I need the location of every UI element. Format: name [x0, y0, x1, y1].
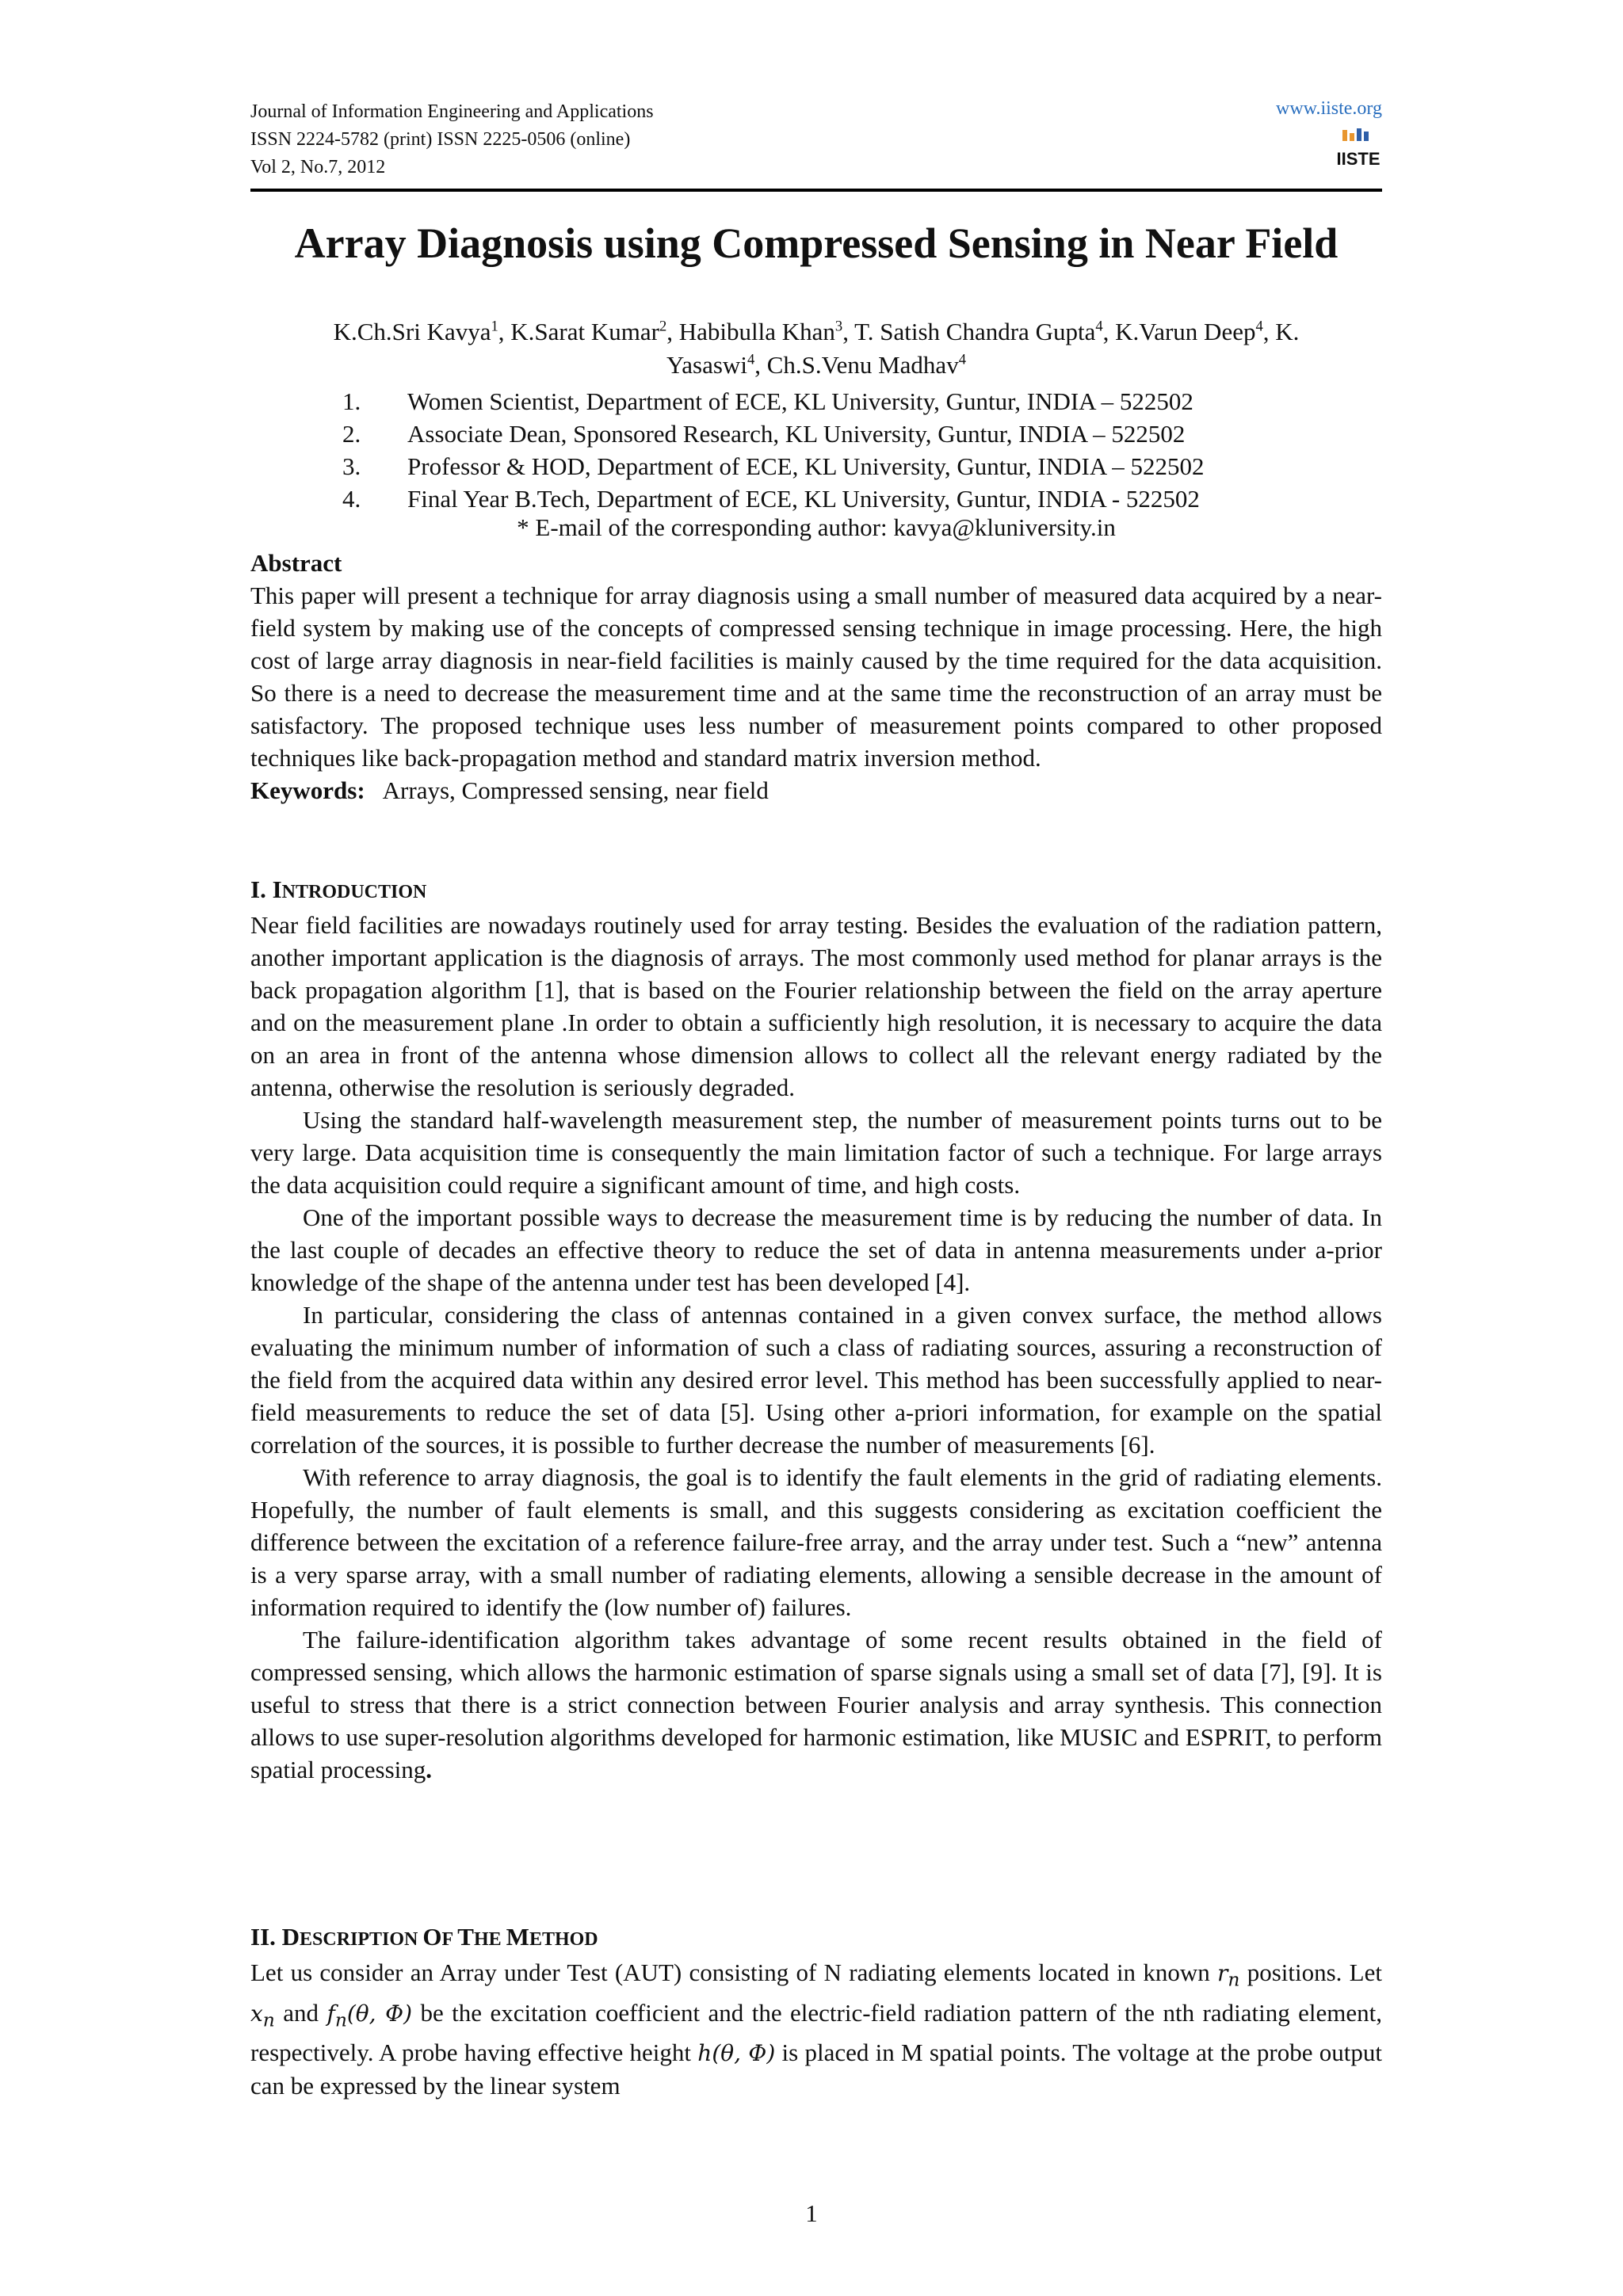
- author-6-affil: 4: [747, 351, 755, 368]
- keywords-text: Arrays, Compressed sensing, near field: [382, 776, 769, 804]
- intro-paragraph-6: [250, 1623, 1382, 1786]
- abstract-section: [250, 547, 1382, 807]
- method-section: [250, 1920, 1382, 2102]
- heading-cap: T: [457, 1923, 474, 1951]
- heading-smallcaps: ETHOD: [529, 1929, 598, 1950]
- iiste-logo: [1335, 127, 1382, 174]
- author-list: [250, 315, 1382, 382]
- logo-text: IISTE: [1336, 149, 1381, 169]
- text-run: is placed in M spatial points. The voltage at the probe output can be expressed by the linear system: [250, 2039, 1382, 2100]
- intro-paragraph-5: With reference to array diagnosis, the goal is to identify the fault elements in the grid of radiating elements. Hopefully, the number of fault elements is small, and this suggests considering as excitation coefficient the difference between the excitation of a reference failure-free array, and the array under test. Such a “new” antenna is a very sparse array, with a small number of radiating elements, allowing a sensible decrease in the amount of information required to identify the (low number of) failures.: [250, 1463, 1382, 1621]
- heading-smallcaps: HE: [473, 1929, 506, 1950]
- math-f: $f_n(\theta$, Φ): [327, 2000, 413, 2031]
- affiliation-list: [250, 385, 1382, 515]
- keywords-label: Keywords:: [250, 776, 365, 804]
- affiliation-item: [250, 385, 1382, 418]
- author-5-affil: 4: [1255, 318, 1263, 335]
- affiliation-text: Associate Dean, Sponsored Research, KL University, Guntur, INDIA – 522502: [407, 420, 1186, 448]
- introduction-heading: [250, 873, 1382, 909]
- author-1-affil: 1: [491, 318, 498, 335]
- keywords-line: [250, 774, 1382, 807]
- affiliation-item: [250, 450, 1382, 482]
- introduction-section: [250, 873, 1382, 1786]
- author-7: , Ch.S.Venu Madhav: [754, 351, 959, 379]
- author-2-affil: 2: [659, 318, 667, 335]
- author-4: , T. Satish Chandra Gupta: [842, 318, 1096, 345]
- abstract-heading: Abstract: [250, 549, 342, 577]
- text-run: positions. Let: [1239, 1958, 1382, 1986]
- heading-prefix: II. D: [250, 1923, 300, 1951]
- journal-issn: ISSN 2224-5782 (print) ISSN 2225-0506 (online): [250, 129, 631, 150]
- author-7-affil: 4: [958, 351, 966, 368]
- method-heading: [250, 1920, 1382, 1956]
- affiliation-item: [250, 482, 1382, 515]
- journal-name: Journal of Information Engineering and Applications: [250, 101, 654, 122]
- text-run: be the excitation coefficient and the electric-field radiation pattern of the nth radiating element, respectively. A probe having effective height: [250, 1998, 1383, 2067]
- math-h: h(θ, Φ): [697, 2040, 776, 2067]
- journal-info: [250, 98, 654, 181]
- text-run: and: [274, 1998, 327, 2027]
- corresponding-email: * E-mail of the corresponding author: kavya@kluniversity.in: [517, 513, 1116, 541]
- intro-paragraph-6-text: The failure-identification algorithm takes advantage of some recent results obtained in the field of compressed sensing, which allows the harmonic estimation of sparse signals using a small set of data [7], [9]. It is useful to stress that there is a strict connection between Fourier analysis and array synthesis. This connection allows to use super-resolution algorithms developed for harmonic estimation, like MUSIC and ESPRIT, to perform spatial processing: [250, 1626, 1382, 1783]
- affiliation-number: 3.: [342, 452, 361, 480]
- author-1: K.Ch.Sri Kavya: [333, 318, 491, 345]
- heading-cap: M: [506, 1923, 529, 1951]
- affiliation-text: Professor & HOD, Department of ECE, KL University, Guntur, INDIA – 522502: [407, 452, 1205, 480]
- page-header: [250, 98, 1382, 193]
- math-r: $r_n$: [1217, 1960, 1240, 1991]
- affiliation-text: Final Year B.Tech, Department of ECE, KL University, Guntur, INDIA - 522502: [407, 485, 1200, 513]
- paper-title: Array Diagnosis using Compressed Sensing in Near Field: [294, 219, 1338, 267]
- affiliation-item: [250, 418, 1382, 450]
- journal-volume: Vol 2, No.7, 2012: [250, 157, 386, 177]
- intro-paragraph-3: One of the important possible ways to decrease the measurement time is by reducing the number of data. In the last couple of decades an effective theory to reduce the set of data in antenna measurements under a-prior knowledge of the shape of the antenna under test has been developed [4].: [250, 1203, 1382, 1296]
- header-rule: [250, 189, 1382, 192]
- author-5: , K.Varun Deep: [1102, 318, 1256, 345]
- website-link[interactable]: www.iiste.org: [1276, 98, 1382, 119]
- affiliation-text: Women Scientist, Department of ECE, KL University, Guntur, INDIA – 522502: [407, 387, 1193, 415]
- heading-cap: O: [422, 1923, 442, 1951]
- author-6-end: Yasaswi: [666, 351, 747, 379]
- page-number: 1: [805, 2199, 818, 2227]
- heading-smallcaps: ESCRIPTION: [300, 1929, 423, 1950]
- heading-prefix: I. I: [250, 875, 282, 903]
- affiliation-number: 4.: [342, 485, 361, 513]
- intro-paragraph-1: Near field facilities are nowadays routinely used for array testing. Besides the evaluation of the radiation pattern, another important application is the diagnosis of arrays. The most commonly used method for planar arrays is the back propagation algorithm [1], that is based on the Fourier relationship between the field on the array aperture and on the measurement plane .In order to obtain a sufficiently high resolution, it is necessary to acquire the data on an area in front of the antenna whose dimension allows to collect all the relevant energy radiated by the antenna, otherwise the resolution is seriously degraded.: [250, 911, 1382, 1101]
- author-3-affil: 3: [834, 318, 843, 335]
- author-6-start: , K.: [1262, 318, 1300, 345]
- abstract-text: This paper will present a technique for array diagnosis using a small number of measured data acquired by a near-field system by making use of the concepts of compressed sensing technique in image processing. Here, the high cost of large array diagnosis in near-field facilities is mainly caused by the time required for the data acquisition. So there is a need to decrease the measurement time and at the same time the reconstruction of an array must be satisfactory. The proposed technique uses less number of measurement points compared to other proposed techniques like back-propagation method and standard matrix inversion method.: [250, 582, 1382, 772]
- author-3: , Habibulla Khan: [666, 318, 835, 345]
- intro-paragraph-2: Using the standard half-wavelength measurement step, the number of measurement points turns out to be very large. Data acquisition time is consequently the main limitation factor of such a technique. For large arrays the data acquisition could require a significant amount of time, and high costs.: [250, 1106, 1382, 1199]
- heading-smallcaps: NTRODUCTION: [281, 882, 427, 902]
- method-paragraph-1: [250, 1956, 1382, 2102]
- math-x: $x_n$: [250, 2000, 275, 2031]
- affiliation-number: 2.: [342, 420, 361, 448]
- affiliation-number: 1.: [342, 387, 361, 415]
- text-run: Let us consider an Array under Test (AUT) consisting of N radiating elements located in known: [250, 1958, 1217, 1986]
- author-4-affil: 4: [1095, 318, 1103, 335]
- author-2: , K.Sarat Kumar: [498, 318, 659, 345]
- heading-smallcaps: F: [441, 1929, 458, 1950]
- intro-paragraph-6-period: .: [426, 1756, 433, 1783]
- intro-paragraph-4: In particular, considering the class of antennas contained in a given convex surface, the method allows evaluating the minimum number of information of such a class of radiating sources, assuring a reconstruction of the field from the acquired data within any desired error level. This method has been successfully applied to near-field measurements to reduce the set of data [5]. Using other a-priori information, for example on the spatial correlation of the sources, it is possible to further decrease the number of measurements [6].: [250, 1301, 1382, 1459]
